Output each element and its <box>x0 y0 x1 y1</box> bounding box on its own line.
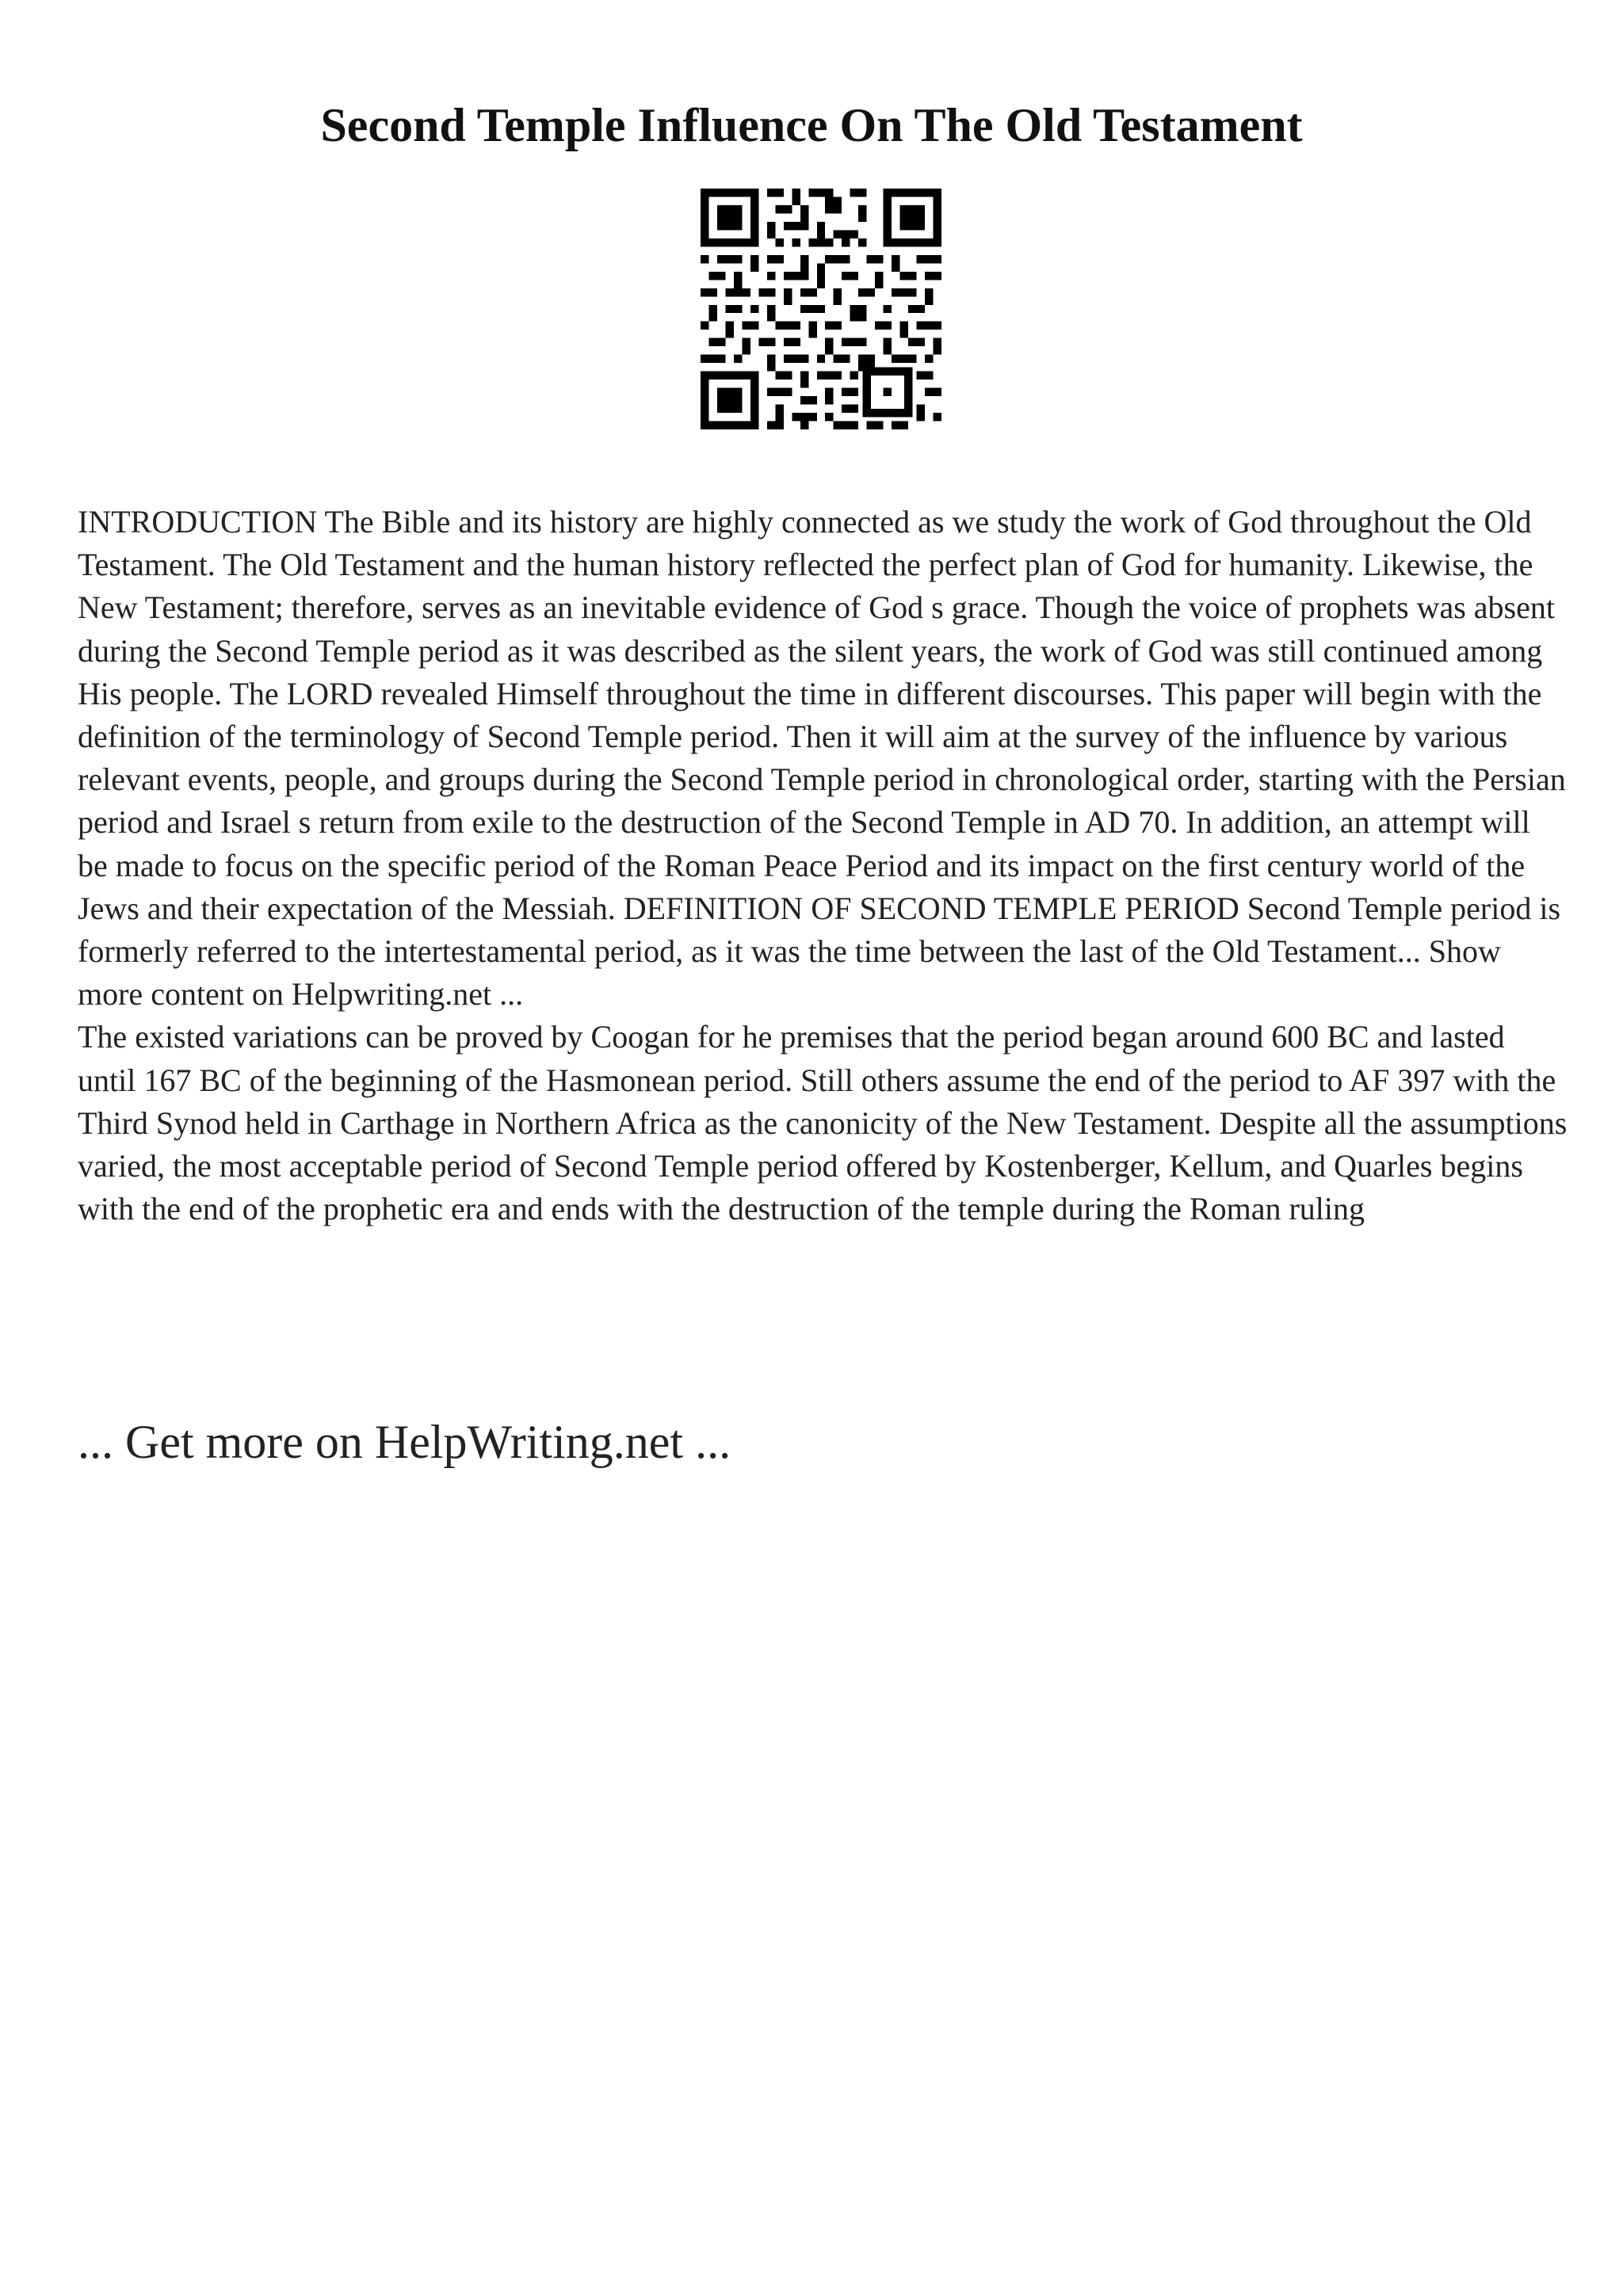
get-more-link[interactable]: ... Get more on HelpWriting.net ... <box>78 1416 731 1468</box>
qr-code-icon <box>701 189 941 429</box>
article-paragraph-1: INTRODUCTION The Bible and its history are highly connected as we study the work of God throughout the Old Testament. The Old Testament and the human history reflected the perfect plan of God for humanity. Likewise, the New Testament; therefore, serves as an inevitable evidence of God s grace. Though the voice of prophets was absent during the Second Temple period as it was described as the silent years, the work of God was still continued among His people. The LORD revealed Himself throughout the time in different discourses. This paper will begin with the definition of the terminology of Second Temple period. Then it will aim at the survey of the influence by various relevant events, people, and groups during the Second Temple period in chronological order, starting with the Persian period and Israel s return from exile to the destruction of the Second Temple in AD 70. In addition, an attempt will be made to focus on the specific period of the Roman Peace Period and its impact on the first century world of the Jews and their expectation of the Messiah. DEFINITION OF SECOND TEMPLE PERIOD Second Temple period is formerly referred to the intertestamental period, as it was the time between the last of the Old Testament... Show more content on Helpwriting.net ... <box>78 504 1566 1013</box>
article-paragraph-2: The existed variations can be proved by Coogan for he premises that the period began around 600 BC and lasted until 167 BC of the beginning of the Hasmonean period. Still others assume the end of the period to AF 397 with the Third Synod held in Carthage in Northern Africa as the canonicity of the New Testament. Despite all the assumptions varied, the most acceptable period of Second Temple period offered by Kostenberger, Kellum, and Quarles begins with the end of the prophetic era and ends with the destruction of the temple during the Roman ruling <box>78 1019 1568 1227</box>
article-body <box>78 501 1568 1230</box>
page-title: Second Temple Influence On The Old Testament <box>320 99 1303 151</box>
